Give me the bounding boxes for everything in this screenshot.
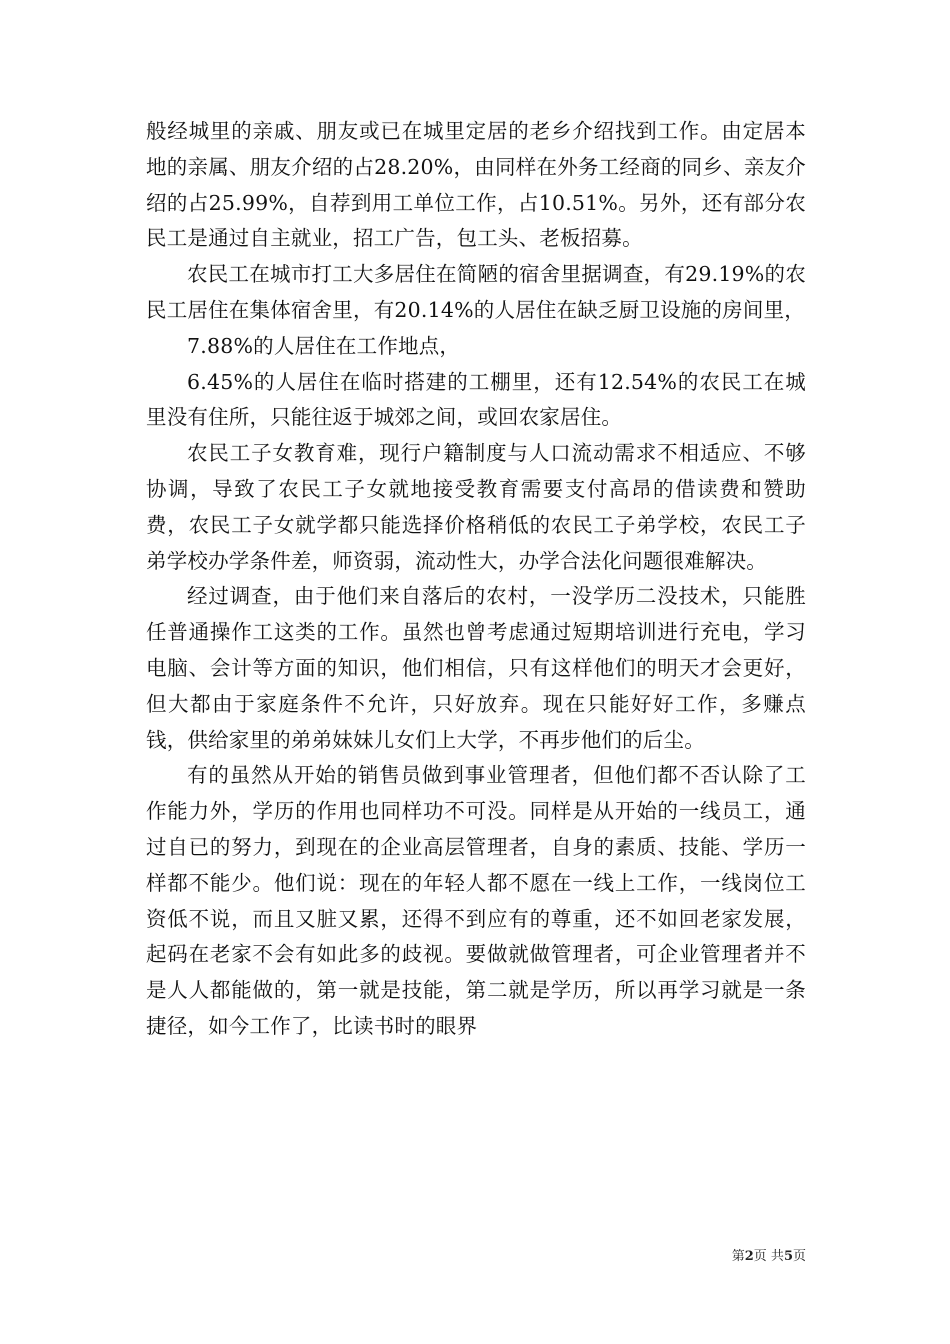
paragraph-shed-housing: 6.45%的人居住在临时搭建的工棚里，还有12.54%的农民工在城里没有住所，只能往返于城郊之间，或回农家居住。 — [146, 369, 806, 430]
paragraph-management-education: 有的虽然从开始的销售员做到事业管理者，但他们都不否认除了工作能力外，学历的作用也同样功不可没。同样是从开始的一线员工，通过自已的努力，到现在的企业高层管理者，自身的素质、技能、学历一样都不能少。他们说：现在的年轻人都不愿在一线上工作，一线岗位工资低不说，而且又脏又累，还得不到应有的尊重，还不如回老家发展，起码在老家不会有如此多的歧视。要做就做管理者，可企业管理者并不是人人都能做的，第一就是技能，第二就是学历，所以再学习就是一条捷径，如今工作了，比读书时的眼界 — [146, 763, 806, 1038]
paragraph-children-education: 农民工子女教育难，现行户籍制度与人口流动需求不相适应、不够协调，导致了农民工子女就地接受教育需要支付高昂的借读费和赞助费，农民工子女就学都只能选择价格稍低的农民工子弟学校，农民工子弟学校办学条件差，师资弱，流动性大，办学合法化问题很难解决。 — [146, 441, 806, 573]
paragraph-survey-skills: 经过调查，由于他们来自落后的农村，一没学历二没技术，只能胜任普通操作工这类的工作。虽然也曾考虑通过短期培训进行充电，学习电脑、会计等方面的知识，他们相信，只有这样他们的明天才会更好，但大都由于家庭条件不允许，只好放弃。现在只能好好工作，多赚点钱，供给家里的弟弟妹妹儿女们上大学，不再步他们的后尘。 — [146, 584, 806, 752]
footer-suffix: 页 — [792, 1249, 806, 1264]
footer-middle: 页 共 — [753, 1249, 784, 1264]
footer-prefix: 第 — [731, 1249, 745, 1264]
paragraph-continuation: 般经城里的亲戚、朋友或已在城里定居的老乡介绍找到工作。由定居本地的亲属、朋友介绍的占28.20%，由同样在外务工经商的同乡、亲友介绍的占25.99%，自荐到用工单位工作，占10.51%。另外，还有部分农民工是通过自主就业，招工广告，包工头、老板招募。 — [146, 119, 806, 251]
page-number-footer — [732, 1249, 806, 1265]
paragraph-workplace-housing: 7.88%的人居住在工作地点， — [187, 333, 461, 358]
body-text — [146, 114, 806, 1045]
current-page-number: 2 — [744, 1249, 754, 1264]
paragraph-housing: 农民工在城市打工大多居住在简陋的宿舍里据调查，有29.19%的农民工居住在集体宿舍里，有20.14%的人居住在缺乏厨卫设施的房间里， — [146, 262, 806, 322]
total-page-count: 5 — [783, 1249, 793, 1264]
